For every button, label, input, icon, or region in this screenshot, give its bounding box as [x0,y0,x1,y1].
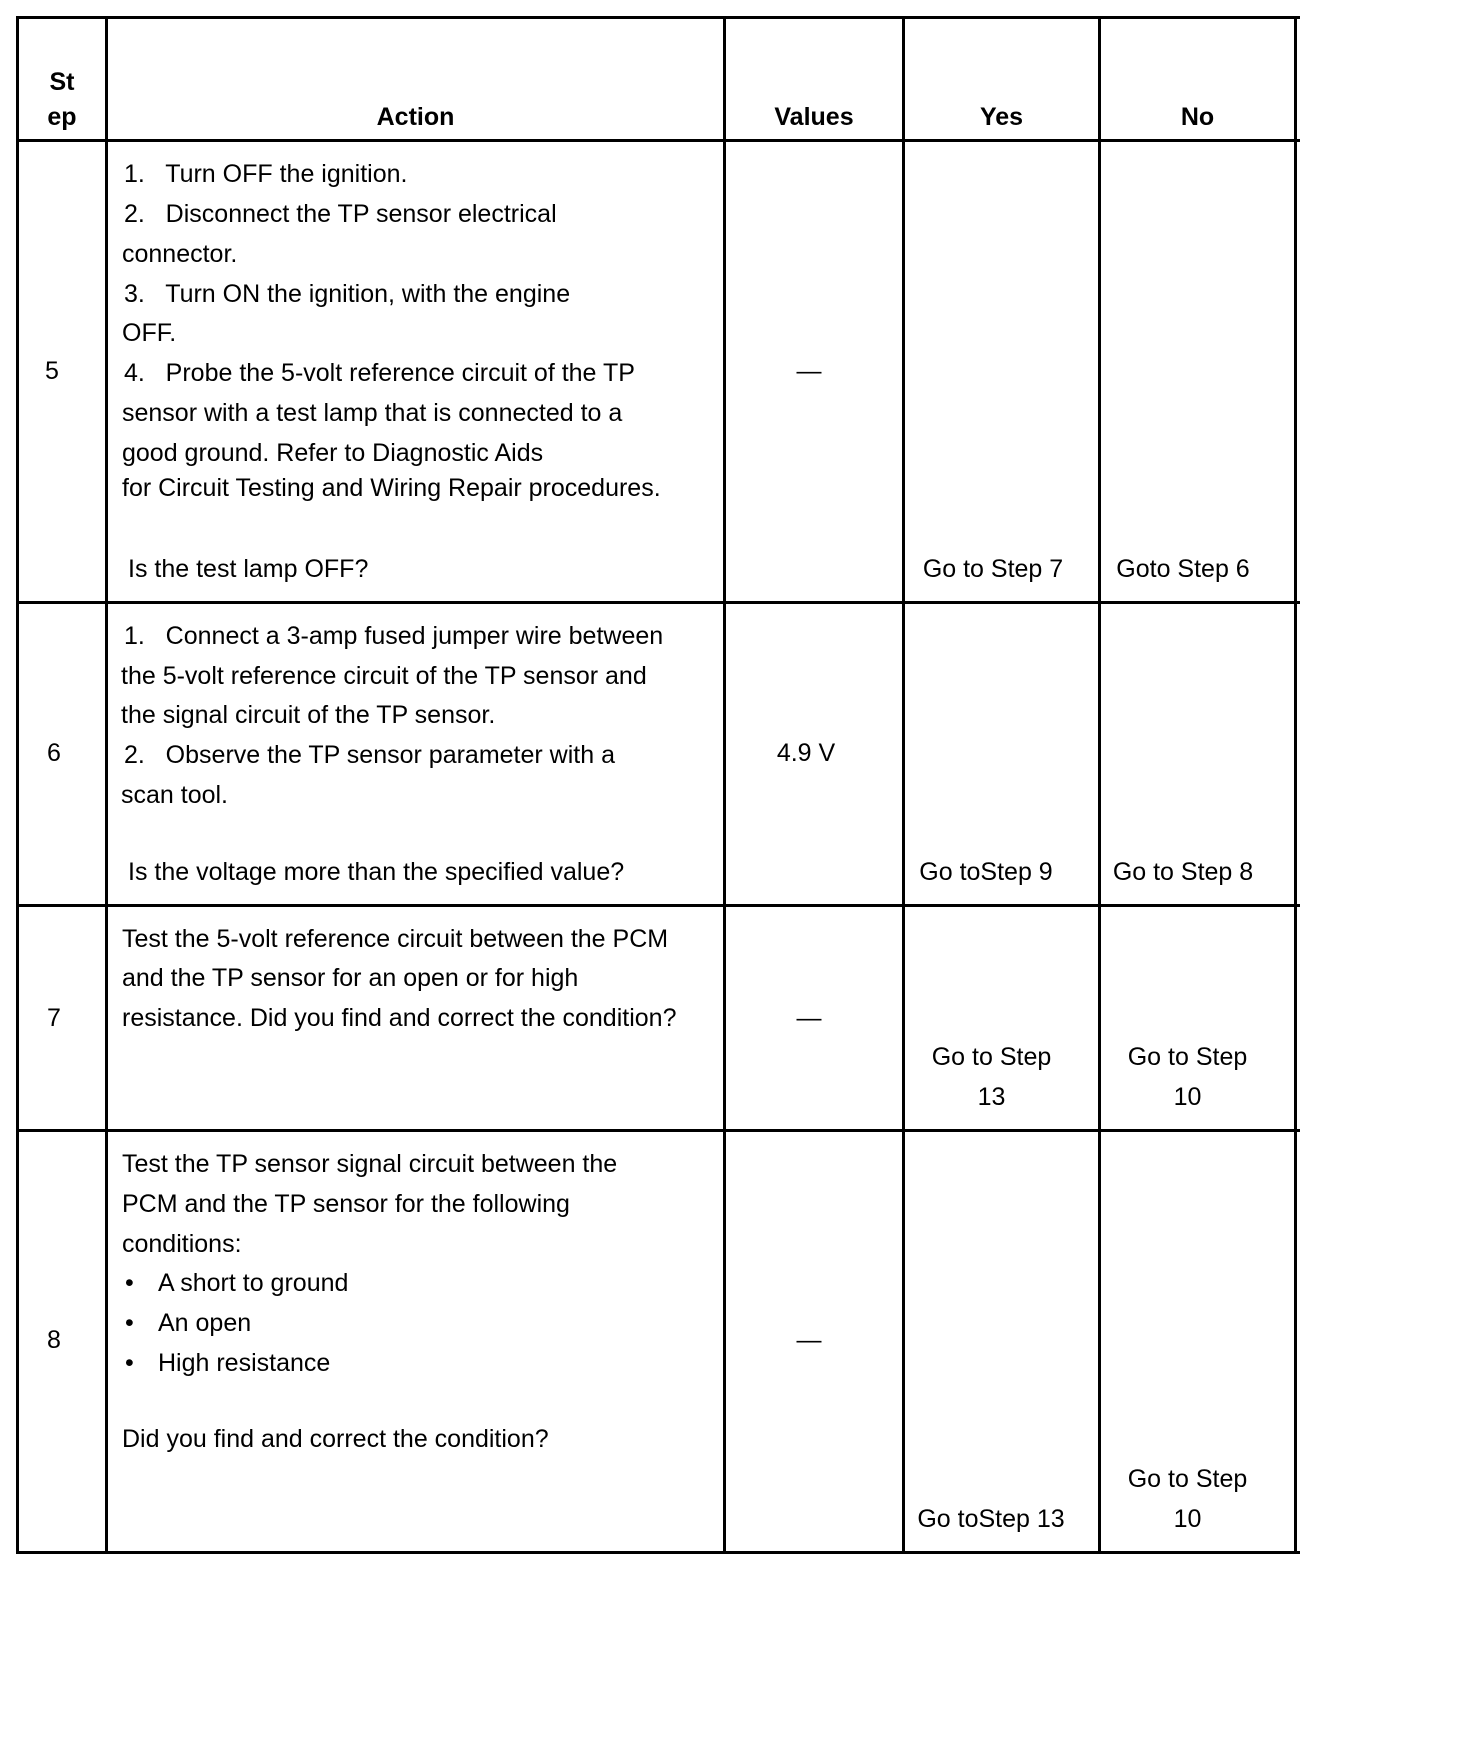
step-number: 7 [47,1004,61,1032]
header-yes: Yes [979,103,1024,131]
action-question: Did you find and correct the condition? [122,1425,549,1453]
action-line: Test the TP sensor signal circuit between the [122,1150,618,1178]
rule-bottom [16,1551,1300,1554]
action-line: Test the 5-volt reference circuit between the PCM [122,925,669,953]
header-step-line2: ep [47,103,77,131]
action-line: 4. Probe the 5-volt reference circuit of the TP [124,359,635,387]
no-cell: Goto Step 6 [1116,555,1250,583]
action-line: 2. Observe the TP sensor parameter with a [124,741,615,769]
step-number: 8 [47,1326,61,1354]
value-cell: 4.9 V [776,739,836,767]
rule-row-7 [16,1129,1300,1132]
yes-cell: Go to Step 7 [922,555,1064,583]
action-line: PCM and the TP sensor for the following [122,1190,570,1218]
action-line: 1. Connect a 3-amp fused jumper wire between [124,622,664,650]
rule-top [16,16,1300,19]
action-line: the 5-volt reference circuit of the TP sensor and [121,662,647,690]
rule-header [16,139,1300,142]
action-line: sensor with a test lamp that is connected to a [122,399,623,427]
value-cell: — [796,357,822,385]
action-line: and the TP sensor for an open or for high [122,964,579,992]
yes-cell-line2: 13 [977,1083,1006,1111]
no-cell-line1: Go to Step [1127,1043,1248,1071]
rule-left [16,16,19,1554]
rule-row-5 [16,601,1300,604]
action-line: 3. Turn ON the ignition, with the engine [124,280,571,308]
action-line: good ground. Refer to Diagnostic Aids [122,439,544,467]
rule-step-action [105,16,108,1554]
action-line: connector. [122,240,238,268]
header-no: No [1180,103,1215,131]
no-cell-line2: 10 [1173,1083,1202,1111]
header-values: Values [774,103,854,131]
step-number: 5 [45,357,59,385]
value-cell: — [796,1004,822,1032]
action-line: 1. Turn OFF the ignition. [124,160,408,188]
rule-values-yes [902,16,905,1554]
action-question: Is the voltage more than the specified value? [128,858,625,886]
action-question: Is the test lamp OFF? [128,555,369,583]
bullet-marker: • [125,1269,134,1297]
action-line: the signal circuit of the TP sensor. [121,701,496,729]
action-line: for Circuit Testing and Wiring Repair procedures. [122,474,661,502]
rule-row-6 [16,904,1300,907]
bullet-item: An open [158,1309,252,1337]
yes-cell-line1: Go to Step [931,1043,1052,1071]
step-number: 6 [47,739,61,767]
no-cell-line1: Go to Step [1127,1465,1248,1493]
action-line: scan tool. [121,781,229,809]
bullet-marker: • [125,1309,134,1337]
header-step-line1: St [49,68,75,96]
bullet-marker: • [125,1349,134,1377]
action-line: 2. Disconnect the TP sensor electrical [124,200,557,228]
bullet-item: High resistance [158,1349,331,1377]
yes-cell: Go toStep 9 [919,858,1053,886]
action-line: resistance. Did you find and correct the condition? [122,1004,677,1032]
yes-cell: Go toStep 13 [917,1505,1065,1533]
action-line: conditions: [122,1230,242,1258]
rule-action-values [723,16,726,1554]
action-line: OFF. [122,319,177,347]
rule-right [1294,16,1297,1554]
value-cell: — [796,1326,822,1354]
header-action: Action [376,103,455,131]
bullet-item: A short to ground [158,1269,349,1297]
no-cell: Go to Step 8 [1112,858,1254,886]
no-cell-line2: 10 [1173,1505,1202,1533]
rule-yes-no [1098,16,1101,1554]
